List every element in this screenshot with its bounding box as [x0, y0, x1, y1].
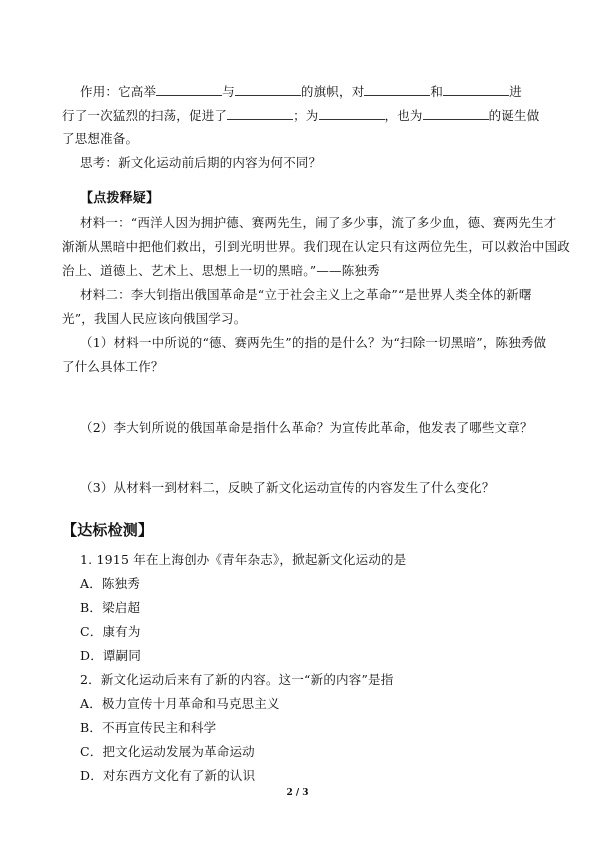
fill-blank[interactable] — [227, 107, 293, 120]
effect-text: 的诞生做 — [488, 108, 540, 123]
fill-blank[interactable] — [319, 107, 385, 120]
effect-text: 的旗帜，对 — [300, 84, 365, 99]
question-1-line-1: （1）材料一中所说的“德、赛两先生”的指的是什么？为“扫除一切黑暗”，陈独秀做 — [80, 335, 547, 350]
option-c[interactable]: C．把文化运动发展为革命运动 — [80, 744, 255, 759]
fill-blank[interactable] — [423, 107, 489, 120]
effect-text: 作用：它高举 — [80, 84, 157, 99]
test-question-2: 2．新文化运动后来有了新的内容。这一“新的内容”是指 — [80, 672, 394, 687]
effect-text: 和 — [430, 84, 444, 99]
option-b[interactable]: B．梁启超 — [80, 600, 141, 615]
test-question-1: 1. 1915 年在上海创办《青年杂志》，掀起新文化运动的是 — [80, 552, 407, 567]
option-a[interactable]: A．极力宣传十月革命和马克思主义 — [80, 696, 280, 711]
material-2-line-2: 光”，我国人民应该向俄国学习。 — [62, 311, 247, 326]
option-d[interactable]: D．对东西方文化有了新的认识 — [80, 768, 256, 783]
effect-text: 行了一次猛烈的扫荡，促进了 — [62, 108, 228, 123]
question-2: （2）李大钊所说的俄国革命是指什么革命？为宣传此革命，他发表了哪些文章？ — [80, 420, 533, 435]
material-2-line-1: 材料二：李大钊指出俄国革命是“立于社会主义上之革命”“是世界人类全体的新曙 — [80, 287, 532, 302]
option-a[interactable]: A．陈独秀 — [80, 576, 141, 591]
material-1-line-3: 治上、道德上、艺术上、思想上一切的黑暗。”——陈独秀 — [62, 263, 380, 278]
effect-text: ，也为 — [384, 108, 423, 123]
effect-line-2 — [62, 107, 539, 124]
test-heading: 【达标检测】 — [62, 521, 154, 539]
fill-blank[interactable] — [156, 83, 222, 96]
effect-line-3: 了思想准备。 — [62, 131, 139, 146]
page-number: 2 / 3 — [286, 788, 309, 798]
material-1-line-2: 渐渐从黑暗中把他们救出，引到光明世界。我们现在认定只有这两位先生，可以救治中国政 — [62, 239, 571, 254]
option-c[interactable]: C．康有为 — [80, 624, 141, 639]
fill-blank[interactable] — [235, 83, 301, 96]
fill-blank[interactable] — [443, 83, 509, 96]
question-3: （3）从材料一到材料二，反映了新文化运动宣传的内容发生了什么变化？ — [80, 480, 495, 495]
effect-text: 与 — [222, 84, 235, 99]
effect-line-1 — [80, 83, 522, 100]
effect-text: ；为 — [293, 108, 319, 123]
option-b[interactable]: B．不再宣传民主和科学 — [80, 720, 217, 735]
effect-text: 进 — [509, 84, 522, 99]
think-question: 思考：新文化运动前后期的内容为何不同？ — [80, 155, 322, 170]
fill-blank[interactable] — [364, 83, 430, 96]
question-1-line-2: 了什么具体工作？ — [62, 359, 164, 374]
material-1-line-1: 材料一：“西洋人因为拥护德、赛两先生，闹了多少事，流了多少血，德、赛两先生才 — [80, 215, 557, 230]
option-d[interactable]: D．谭嗣同 — [80, 648, 142, 663]
analysis-heading: 【点拨释疑】 — [80, 191, 160, 206]
